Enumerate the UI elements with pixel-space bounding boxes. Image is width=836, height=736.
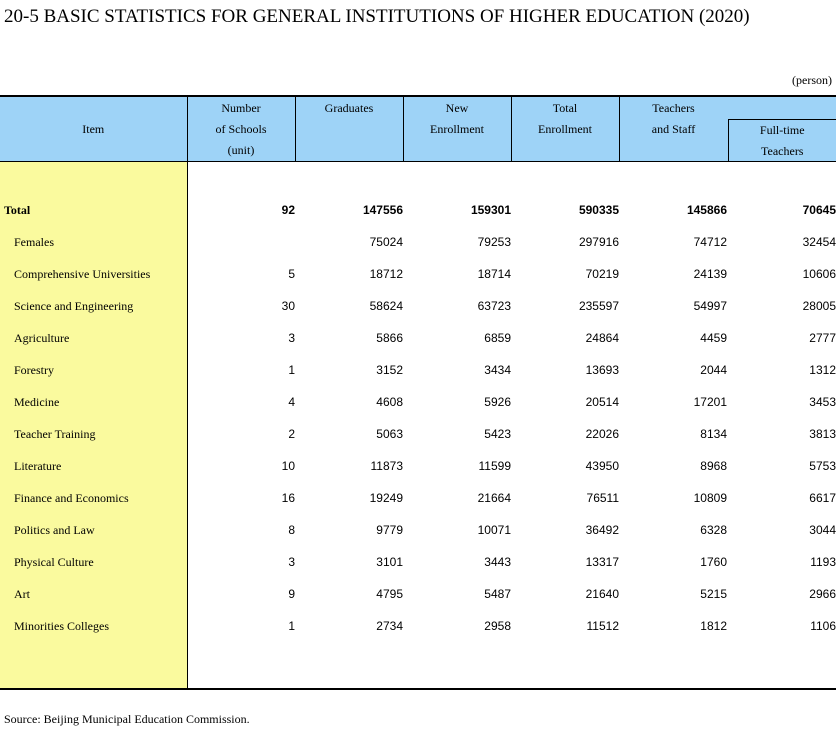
cell-graduates: 2734 bbox=[376, 619, 403, 633]
cell-total-enrollment: 20514 bbox=[585, 395, 619, 409]
row-label: Females bbox=[0, 226, 187, 258]
cell-graduates: 58624 bbox=[369, 299, 403, 313]
cell-new-enrollment: 21664 bbox=[477, 491, 511, 505]
cell-total-enrollment: 36492 bbox=[585, 523, 619, 537]
header-total-enrollment bbox=[511, 96, 619, 162]
cell-total-enrollment: 24864 bbox=[585, 331, 619, 345]
spacer-data-cell bbox=[187, 162, 836, 195]
page-title: 20-5 BASIC STATISTICS FOR GENERAL INSTITUTIONS OF HIGHER EDUCATION (2020) bbox=[4, 6, 750, 27]
cell-teachers-staff: 8134 bbox=[700, 427, 727, 441]
cell-total-enrollment: 70219 bbox=[585, 267, 619, 281]
cell-teachers-staff: 24139 bbox=[693, 267, 727, 281]
table-row bbox=[0, 322, 836, 354]
header-schools-line3: (unit) bbox=[227, 143, 255, 157]
cell-new-enrollment: 6859 bbox=[484, 331, 511, 345]
bottom-spacer-item-cell bbox=[0, 642, 187, 689]
table-row bbox=[0, 610, 836, 642]
cell-schools: 2 bbox=[288, 427, 295, 441]
row-label: Literature bbox=[0, 450, 187, 482]
cell-fulltime-teachers: 1312 bbox=[809, 363, 836, 377]
cell-fulltime-teachers: 3813 bbox=[809, 427, 836, 441]
header-new-enrollment bbox=[403, 96, 511, 162]
row-label: Art bbox=[0, 578, 187, 610]
cell-teachers-staff: 74712 bbox=[693, 235, 727, 249]
cell-graduates: 4608 bbox=[376, 395, 403, 409]
cell-graduates: 19249 bbox=[369, 491, 403, 505]
cell-total-enrollment: 13693 bbox=[585, 363, 619, 377]
cell-graduates: 4795 bbox=[376, 587, 403, 601]
cell-schools: 1 bbox=[288, 619, 295, 633]
header-item bbox=[0, 96, 187, 162]
cell-schools: 92 bbox=[281, 203, 295, 217]
cell-total-enrollment: 11512 bbox=[586, 619, 619, 633]
unit-label: (person) bbox=[792, 73, 832, 87]
bottom-spacer-row bbox=[0, 642, 836, 689]
cell-total-enrollment: 43950 bbox=[585, 459, 619, 473]
cell-new-enrollment: 10071 bbox=[477, 523, 511, 537]
cell-new-enrollment: 159301 bbox=[470, 203, 511, 217]
cell-total-enrollment: 13317 bbox=[585, 555, 619, 569]
table-row bbox=[0, 386, 836, 418]
header-fulltime-teachers bbox=[728, 119, 836, 161]
cell-total-enrollment: 76511 bbox=[586, 491, 619, 505]
cell-graduates: 5866 bbox=[376, 331, 403, 345]
header-total-enrollment-line1: Total bbox=[552, 101, 578, 115]
cell-new-enrollment: 63723 bbox=[477, 299, 511, 313]
cell-new-enrollment: 3443 bbox=[484, 555, 511, 569]
header-schools bbox=[187, 96, 295, 162]
table-header bbox=[0, 96, 836, 162]
cell-fulltime-teachers: 70645 bbox=[802, 203, 836, 217]
cell-schools: 3 bbox=[288, 331, 295, 345]
table-row bbox=[0, 258, 836, 290]
cell-schools: 5 bbox=[288, 267, 295, 281]
table-row bbox=[0, 354, 836, 386]
cell-new-enrollment: 5423 bbox=[484, 427, 511, 441]
cell-teachers-staff: 1760 bbox=[700, 555, 727, 569]
header-new-enrollment-line1: New bbox=[445, 101, 469, 115]
header-item-label: Item bbox=[82, 121, 105, 136]
cell-graduates: 3152 bbox=[376, 363, 403, 377]
statistics-table bbox=[0, 95, 836, 690]
cell-total-enrollment: 22026 bbox=[585, 427, 619, 441]
cell-fulltime-teachers: 28005 bbox=[802, 299, 836, 313]
cell-teachers-staff: 17201 bbox=[693, 395, 727, 409]
cell-graduates: 11873 bbox=[370, 459, 403, 473]
header-schools-line1: Number bbox=[221, 101, 261, 115]
row-label: Finance and Economics bbox=[0, 482, 187, 514]
row-label: Medicine bbox=[0, 386, 187, 418]
cell-fulltime-teachers: 1193 bbox=[810, 555, 836, 569]
table-row bbox=[0, 546, 836, 578]
cell-new-enrollment: 11599 bbox=[478, 459, 511, 473]
cell-teachers-staff: 54997 bbox=[693, 299, 727, 313]
cell-schools: 1 bbox=[288, 363, 295, 377]
row-label: Science and Engineering bbox=[0, 290, 187, 322]
cell-fulltime-teachers: 32454 bbox=[802, 235, 836, 249]
table-row bbox=[0, 482, 836, 514]
table-row bbox=[0, 450, 836, 482]
cell-fulltime-teachers: 6617 bbox=[809, 491, 836, 505]
cell-fulltime-teachers: 1106 bbox=[810, 619, 836, 633]
cell-graduates: 3101 bbox=[376, 555, 403, 569]
row-label: Politics and Law bbox=[0, 514, 187, 546]
cell-new-enrollment: 79253 bbox=[477, 235, 511, 249]
cell-teachers-staff: 8968 bbox=[700, 459, 727, 473]
row-label: Agriculture bbox=[0, 322, 187, 354]
row-label: Physical Culture bbox=[0, 546, 187, 578]
cell-fulltime-teachers: 2966 bbox=[809, 587, 836, 601]
cell-total-enrollment: 235597 bbox=[578, 299, 619, 313]
cell-teachers-staff: 6328 bbox=[700, 523, 727, 537]
source-note: Source: Beijing Municipal Education Commission. bbox=[4, 712, 250, 726]
cell-new-enrollment: 5487 bbox=[484, 587, 511, 601]
cell-fulltime-teachers: 3453 bbox=[809, 395, 836, 409]
cell-total-enrollment: 297916 bbox=[578, 235, 619, 249]
cell-new-enrollment: 2958 bbox=[484, 619, 511, 633]
cell-teachers-staff: 4459 bbox=[700, 331, 727, 345]
header-teachers-staff bbox=[619, 96, 836, 162]
row-label: Teacher Training bbox=[0, 418, 187, 450]
cell-new-enrollment: 3434 bbox=[484, 363, 511, 377]
row-label: Comprehensive Universities bbox=[0, 258, 187, 290]
cell-teachers-staff: 145866 bbox=[686, 203, 727, 217]
cell-teachers-staff: 5215 bbox=[700, 587, 727, 601]
spacer-item-cell bbox=[0, 162, 187, 195]
cell-graduates: 5063 bbox=[376, 427, 403, 441]
cell-schools: 8 bbox=[288, 523, 295, 537]
header-graduates-label: Graduates bbox=[324, 101, 374, 115]
header-schools-line2: of Schools bbox=[215, 122, 267, 136]
cell-total-enrollment: 21640 bbox=[585, 587, 619, 601]
cell-schools: 4 bbox=[288, 395, 295, 409]
header-graduates bbox=[295, 96, 403, 162]
bottom-spacer-data-cell bbox=[187, 642, 836, 689]
spacer-row bbox=[0, 162, 836, 195]
cell-fulltime-teachers: 3044 bbox=[809, 523, 836, 537]
cell-graduates: 18712 bbox=[369, 267, 403, 281]
cell-teachers-staff: 2044 bbox=[700, 363, 727, 377]
cell-total-enrollment: 590335 bbox=[578, 203, 619, 217]
table-row-total bbox=[0, 194, 836, 226]
row-label: Minorities Colleges bbox=[0, 610, 187, 642]
header-teachers-staff-line1: Teachers bbox=[652, 101, 695, 115]
table-row bbox=[0, 514, 836, 546]
cell-schools: 30 bbox=[281, 299, 295, 313]
table-row bbox=[0, 226, 836, 258]
table-row bbox=[0, 418, 836, 450]
cell-teachers-staff: 10809 bbox=[693, 491, 727, 505]
table-row bbox=[0, 578, 836, 610]
cell-new-enrollment: 5926 bbox=[484, 395, 511, 409]
header-fulltime-teachers-line2: Teachers bbox=[761, 144, 804, 158]
cell-schools: 16 bbox=[281, 491, 295, 505]
cell-schools bbox=[187, 226, 295, 258]
cell-graduates: 75024 bbox=[369, 235, 403, 249]
table-body bbox=[0, 162, 836, 690]
cell-fulltime-teachers: 10606 bbox=[802, 267, 836, 281]
cell-teachers-staff: 1812 bbox=[700, 619, 727, 633]
header-teachers-staff-line2: and Staff bbox=[651, 122, 696, 136]
cell-schools: 3 bbox=[288, 555, 295, 569]
header-new-enrollment-line2: Enrollment bbox=[430, 122, 484, 136]
header-total-enrollment-line2: Enrollment bbox=[538, 122, 592, 136]
cell-graduates: 9779 bbox=[376, 523, 403, 537]
cell-new-enrollment: 18714 bbox=[477, 267, 511, 281]
row-label: Forestry bbox=[0, 354, 187, 386]
cell-fulltime-teachers: 5753 bbox=[809, 459, 836, 473]
cell-schools: 9 bbox=[288, 587, 295, 601]
cell-schools: 10 bbox=[281, 459, 295, 473]
cell-fulltime-teachers: 2777 bbox=[809, 331, 836, 345]
header-fulltime-teachers-line1: Full-time bbox=[759, 123, 805, 137]
row-label: Total bbox=[0, 194, 187, 226]
cell-graduates: 147556 bbox=[362, 203, 403, 217]
table-row bbox=[0, 290, 836, 322]
